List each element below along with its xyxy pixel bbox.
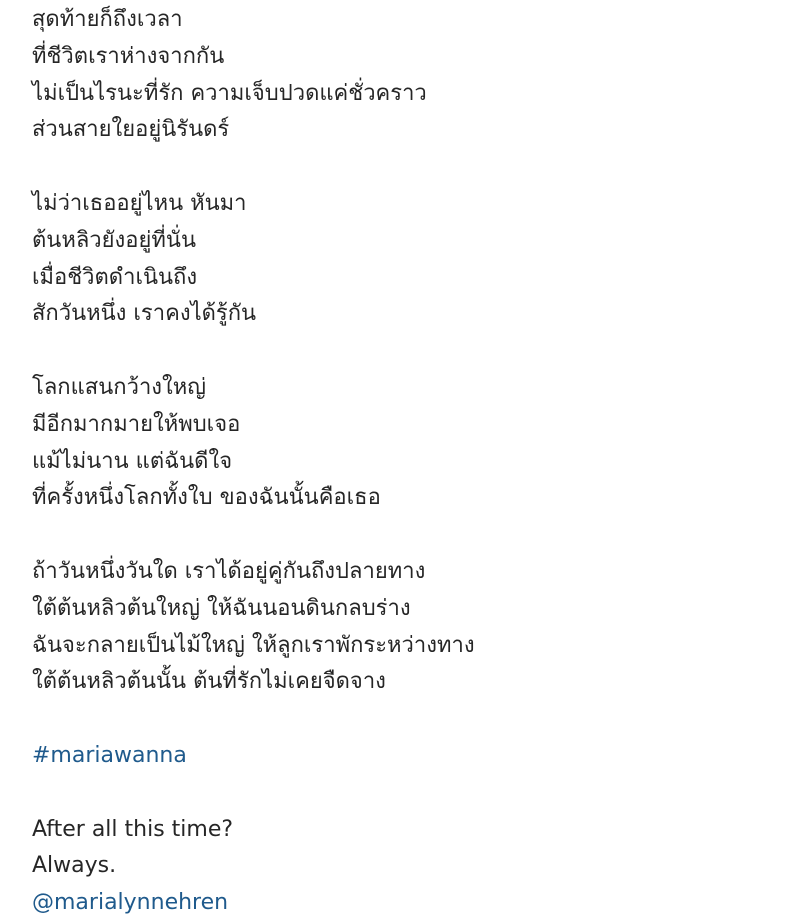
closing-lines <box>32 812 780 886</box>
stanza-gap <box>32 517 780 554</box>
stanza-3 <box>32 370 780 517</box>
caption-line: ต้นหลิวยังอยู่ที่นั่น <box>32 227 196 253</box>
caption-line: ใต้ต้นหลิวต้นใหญ่ ให้ฉันนอนดินกลบร่าง <box>32 595 411 621</box>
caption-line: สักวันหนึ่ง เราคงได้รู้กัน <box>32 301 257 327</box>
caption-line: Always. <box>32 853 117 879</box>
stanza-2 <box>32 186 780 333</box>
stanza-gap <box>32 775 780 812</box>
caption-line: เมื่อชีวิตดำเนินถึง <box>32 264 198 290</box>
caption-line: ฉันจะกลายเป็นไม้ใหญ่ ให้ลูกเราพักระหว่างทาง <box>32 632 475 658</box>
stanza-4 <box>32 554 780 701</box>
caption-line: ที่ชีวิตเราห่างจากกัน <box>32 43 225 69</box>
caption-line: ใต้ต้นหลิวต้นนั้น ต้นที่รักไม่เคยจืดจาง <box>32 669 386 695</box>
caption-line: มีอีกมากมายให้พบเจอ <box>32 411 241 437</box>
caption-line: ที่ครั้งหนึ่งโลกทั้งใบ ของฉันนั้นคือเธอ <box>32 485 381 511</box>
stanza-1 <box>32 2 780 149</box>
caption-text <box>32 2 780 916</box>
caption-line: โลกแสนกว้างใหญ่ <box>32 374 207 400</box>
stanza-gap <box>32 333 780 370</box>
stanza-gap <box>32 701 780 738</box>
caption-line: แม้ไม่นาน แต่ฉันดีใจ <box>32 448 233 474</box>
caption-line: สุดท้ายก็ถึงเวลา <box>32 7 183 32</box>
caption-line: ไม่เป็นไรนะที่รัก ความเจ็บปวดแค่ชั่วคราว <box>32 80 427 106</box>
caption-line: ไม่ว่าเธออยู่ไหน หันมา <box>32 190 247 216</box>
caption-line: ถ้าวันหนึ่งวันใด เราได้อยู่คู่กันถึงปลายทาง <box>32 558 426 584</box>
hashtag-link[interactable]: #mariawanna <box>32 742 187 768</box>
caption-line: After all this time? <box>32 816 234 842</box>
caption-line: ส่วนสายใยอยู่นิรันดร์ <box>32 117 230 143</box>
mention-link[interactable]: @marialynnehren <box>32 890 229 916</box>
stanza-gap <box>32 149 780 186</box>
